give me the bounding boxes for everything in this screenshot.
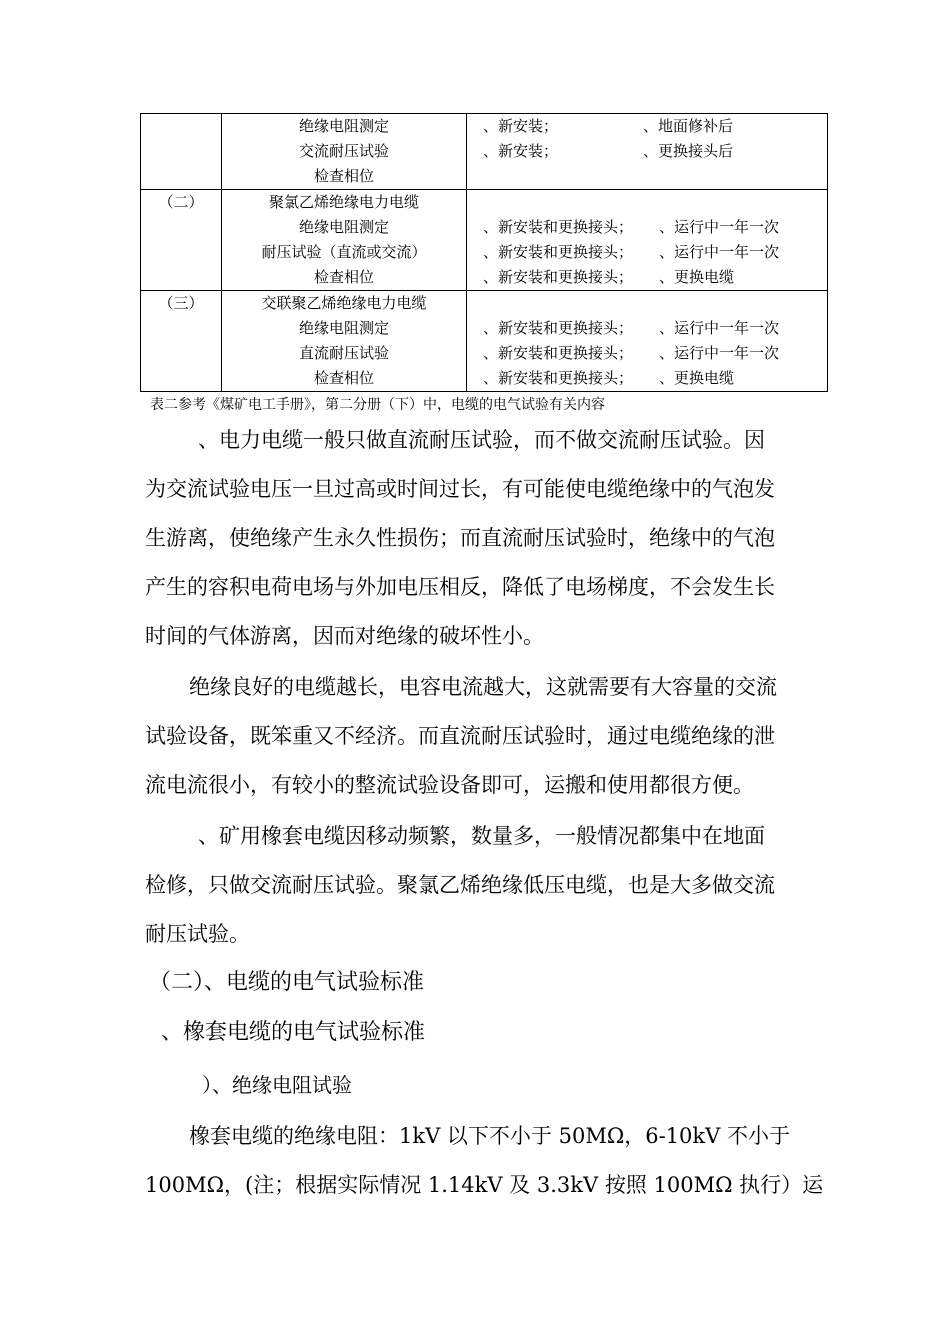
- test-items-cell: [222, 291, 467, 392]
- condition-line: 、新安装； 、更换接头后: [483, 142, 734, 160]
- condition-line: [483, 164, 827, 189]
- subsubsection-heading: ）、绝缘电阻试验: [202, 1073, 352, 1097]
- test-items-cell: [222, 114, 467, 190]
- table-row: [141, 114, 828, 190]
- test-item: 绝缘电阻测定: [298, 319, 389, 337]
- table-row: [141, 190, 828, 291]
- text-line: 为交流试验电压一旦过高或时间过长，有可能使电缆绝缘中的气泡发: [145, 477, 775, 501]
- condition-line: 、新安装和更换接头； 、运行中一年一次: [483, 243, 780, 261]
- text-line: 流电流很小，有较小的整流试验设备即可，运搬和使用都很方便。: [145, 773, 754, 797]
- condition-line: 、新安装； 、地面修补后: [483, 117, 734, 135]
- cable-type: 交联聚乙烯绝缘电力电缆: [261, 294, 427, 312]
- test-item: 耐压试验（直流或交流）: [261, 243, 427, 261]
- row-index-cell: （三）: [141, 291, 222, 392]
- condition-line: 、新安装和更换接头； 、运行中一年一次: [483, 218, 780, 236]
- section-heading: （二）、电缆的电气试验标准: [149, 970, 425, 995]
- text-line: 检修，只做交流耐压试验。聚氯乙烯绝缘低压电缆，也是大多做交流: [145, 873, 775, 897]
- condition-line: 、新安装和更换接头； 、更换电缆: [483, 268, 735, 286]
- text-line: 时间的气体游离，因而对绝缘的破坏性小。: [145, 624, 544, 648]
- row-index-cell: [141, 114, 222, 190]
- test-item: 检查相位: [313, 167, 374, 185]
- test-conditions-cell: [467, 291, 828, 392]
- text-line: 试验设备，既笨重又不经济。而直流耐压试验时，通过电缆绝缘的泄: [145, 724, 775, 748]
- text-line: 100MΩ，(注；根据实际情况 1.14kV 及 3.3kV 按照 100MΩ 执行）运: [145, 1173, 824, 1197]
- table-row: [141, 291, 828, 392]
- condition-line: 、新安装和更换接头； 、运行中一年一次: [483, 319, 780, 337]
- text-line: 耐压试验。: [145, 922, 250, 946]
- test-conditions-cell: [467, 114, 828, 190]
- test-item: 直流耐压试验: [298, 344, 389, 362]
- text-line: 生游离，使绝缘产生永久性损伤；而直流耐压试验时，绝缘中的气泡: [145, 526, 775, 550]
- text-line: 绝缘良好的电缆越长，电容电流越大，这就需要有大容量的交流: [189, 675, 777, 699]
- paragraph-mining-cable: [145, 812, 810, 959]
- condition-line: [483, 291, 827, 316]
- paragraph-dc-test: [145, 416, 810, 661]
- subsection-heading: 、橡套电缆的电气试验标准: [161, 1020, 426, 1045]
- condition-line: 、新安装和更换接头； 、更换电缆: [483, 369, 735, 387]
- cable-test-table: [140, 113, 828, 392]
- test-conditions-cell: [467, 190, 828, 291]
- text-line: 、矿用橡套电缆因移动频繁，数量多，一般情况都集中在地面: [198, 824, 765, 848]
- row-index-cell: （二）: [141, 190, 222, 291]
- test-item: 交流耐压试验: [298, 142, 389, 160]
- text-line: 产生的容积电荷电场与外加电压相反，降低了电场梯度，不会发生长: [145, 575, 775, 599]
- test-items-cell: [222, 190, 467, 291]
- text-line: 橡套电缆的绝缘电阻：1kV 以下不小于 50MΩ，6-10kV 不小于: [189, 1124, 790, 1148]
- cable-type: 聚氯乙烯绝缘电力电缆: [268, 193, 419, 211]
- test-item: 绝缘电阻测定: [298, 218, 389, 236]
- test-item: 检查相位: [313, 268, 374, 286]
- table-caption: 表二参考《煤矿电工手册》，第二分册（下）中，电缆的电气试验有关内容: [150, 397, 605, 413]
- test-item: 绝缘电阻测定: [298, 117, 389, 135]
- condition-line: [483, 190, 827, 215]
- test-item: 检查相位: [313, 369, 374, 387]
- condition-line: 、新安装和更换接头； 、运行中一年一次: [483, 344, 780, 362]
- paragraph-insulation-resistance: [145, 1112, 824, 1210]
- text-line: 、电力电缆一般只做直流耐压试验，而不做交流耐压试验。因: [198, 428, 765, 452]
- paragraph-capacitive-current: [145, 663, 810, 810]
